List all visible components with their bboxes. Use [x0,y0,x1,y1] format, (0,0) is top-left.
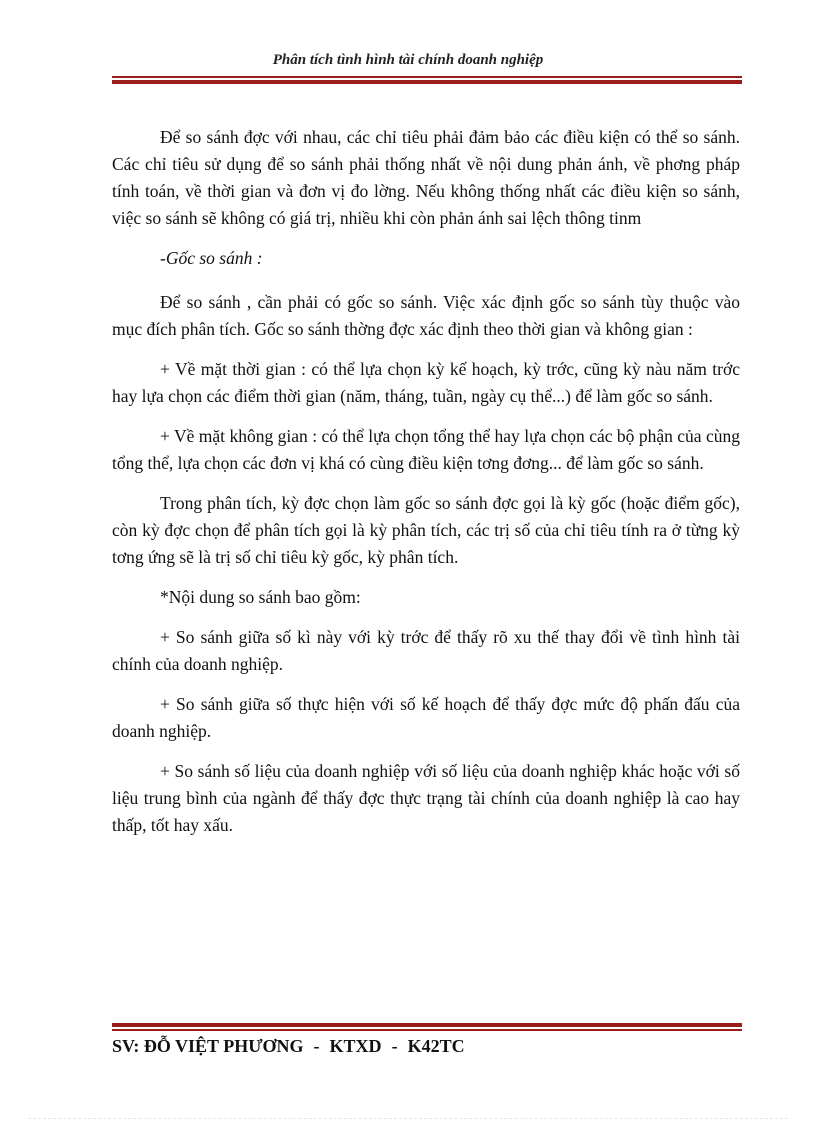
footer-class: KTXD [329,1036,382,1056]
footer-student-name: SV: ĐỖ VIỆT PHƯƠNG [112,1036,304,1056]
document-body [112,124,740,852]
page-header-title: Phân tích tình hình tài chính doanh nghiệp [272,52,544,68]
subheading-comparison-base: -Gốc so sánh : [160,248,263,268]
paragraph-base-period: Trong phân tích, kỳ đợc chọn làm gốc so sánh đợc gọi là kỳ gốc (hoặc điểm gốc), còn kỳ đợc chọn để phân tích gọi là kỳ phân tích, các trị số của chỉ tiêu tính ra ở từng kỳ tơng ứng sẽ là trị số chỉ tiêu kỳ gốc, kỳ phân tích. [112,493,740,567]
paragraph-compare-industry: + So sánh số liệu của doanh nghiệp với số liệu của doanh nghiệp khác hoặc với số liệu trung bình của ngành để thấy đợc thực trạng tài chính của doanh nghiệp là cao hay thấp, tốt hay xấu. [112,761,740,835]
header-rule [112,76,742,84]
paragraph-compare-plan: + So sánh giữa số thực hiện với số kế hoạch để thấy đợc mức độ phấn đấu của doanh nghiệp. [112,694,740,741]
paragraph-comparison-base: Để so sánh , cần phải có gốc so sánh. Việc xác định gốc so sánh tùy thuộc vào mục đích phân tích. Gốc so sánh thờng đợc xác định theo thời gian và không gian : [112,292,740,339]
footer-rule-thin [112,1029,742,1031]
paragraph-space-basis: + Về mặt không gian : có thể lựa chọn tổng thể hay lựa chọn các bộ phận của cùng tổng thể, lựa chọn các đơn vị khá có cùng điều kiện tơng đơng... để làm gốc so sánh. [112,426,740,473]
footer-separator: - [313,1036,320,1056]
page-footer [112,1036,475,1057]
footer-cohort: K42TC [407,1036,465,1056]
paragraph-time-basis: + Về mặt thời gian : có thể lựa chọn kỳ kế hoạch, kỳ trớc, cũng kỳ nàu năm trớc hay lựa chọn các điểm thời gian (năm, tháng, tuần, ngày cụ thể...) để làm gốc so sánh. [112,359,740,406]
header-rule-thick [112,80,742,84]
footer-rule-thick [112,1023,742,1027]
paragraph-comparison-conditions: Để so sánh đợc với nhau, các chỉ tiêu phải đảm bảo các điều kiện có thể so sánh. Các chỉ tiêu sử dụng để so sánh phải thống nhất về nội dung phản ánh, về phơng pháp tính toán, về thời gian và đơn vị đo lờng. Nếu không thống nhất các điều kiện so sánh, việc so sánh sẽ không có giá trị, nhiều khi còn phản ánh sai lệch thông tinm [112,127,740,228]
paragraph-compare-previous: + So sánh giữa số kì này với kỳ trớc để thấy rõ xu thế thay đổi về tình hình tài chính của doanh nghiệp. [112,627,740,674]
paragraph-content-heading: *Nội dung so sánh bao gồm: [160,587,361,607]
footer-rule [112,1023,742,1031]
header-rule-thin [112,76,742,78]
page-edge-dotted-line [28,1118,788,1119]
footer-separator: - [391,1036,398,1056]
